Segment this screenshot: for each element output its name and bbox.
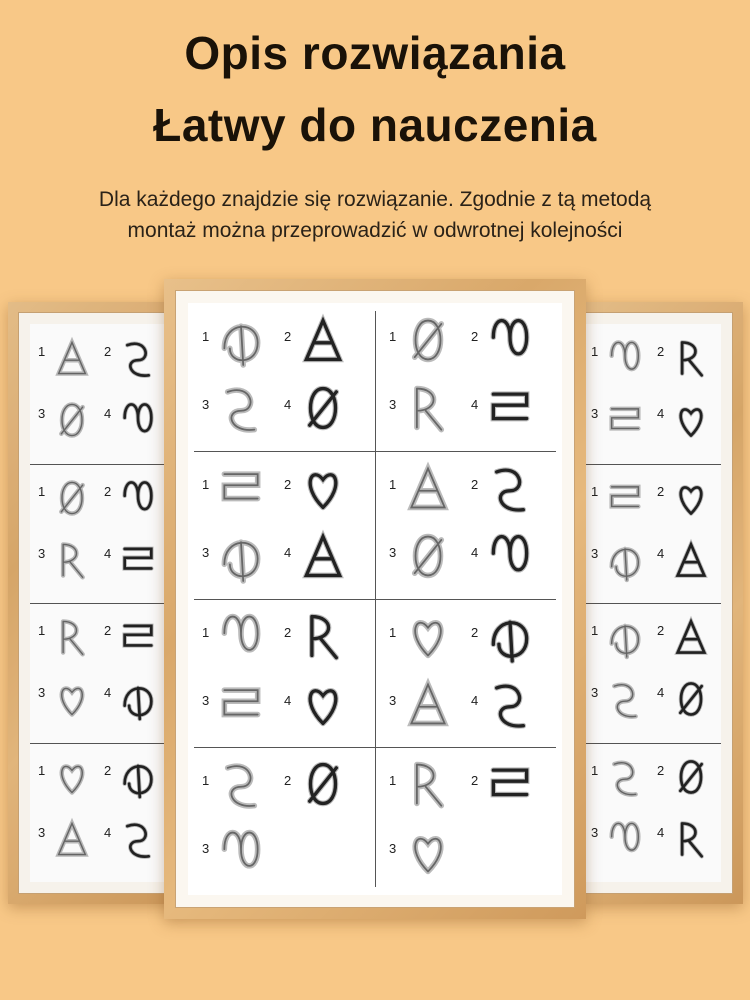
puzzle-step-drawing [605, 617, 645, 657]
center-poster-frame [164, 279, 586, 919]
puzzle-step-drawing [52, 400, 92, 440]
puzzle-step-drawing [605, 540, 645, 580]
left-sheet-divider-row [30, 464, 183, 465]
step-number: 1 [389, 329, 397, 344]
step-number: 2 [104, 623, 112, 638]
step-number: 3 [202, 841, 210, 856]
puzzle-step-drawing [298, 383, 348, 433]
step-number: 1 [389, 477, 397, 492]
center-sheet-divider-row [194, 451, 556, 452]
puzzle-step-drawing [605, 757, 645, 797]
puzzle-step-drawing [671, 819, 711, 859]
step-number: 3 [38, 545, 46, 561]
step-number: 1 [202, 625, 210, 640]
puzzle-step-drawing [485, 759, 535, 809]
step-number: 1 [202, 329, 210, 344]
step-number: 3 [38, 824, 46, 840]
step-number: 4 [471, 545, 479, 560]
step-number: 2 [471, 625, 479, 640]
headline-line-2: Łatwy do nauczenia [153, 99, 597, 151]
step-number: 4 [471, 397, 479, 412]
step-number: 4 [104, 824, 112, 840]
step-number: 2 [284, 625, 292, 640]
puzzle-step-drawing [216, 531, 266, 581]
puzzle-step-drawing [216, 679, 266, 729]
puzzle-step-drawing [403, 463, 453, 513]
puzzle-step-drawing [403, 383, 453, 433]
step-number: 3 [389, 397, 397, 412]
step-number: 4 [284, 693, 292, 708]
step-number: 4 [104, 685, 112, 700]
step-number: 2 [471, 329, 479, 344]
puzzle-step-drawing [52, 478, 92, 518]
puzzle-step-drawing [605, 338, 645, 378]
step-number: 1 [389, 773, 397, 788]
puzzle-step-drawing [216, 611, 266, 661]
puzzle-step-drawing [403, 827, 453, 877]
puzzle-step-drawing [298, 611, 348, 661]
puzzle-step-drawing [485, 679, 535, 729]
puzzle-step-drawing [298, 759, 348, 809]
puzzle-step-drawing [605, 679, 645, 719]
right-sheet-divider-row [583, 603, 721, 604]
left-instruction-sheet [30, 324, 183, 882]
step-number: 2 [657, 762, 665, 778]
step-number: 3 [38, 406, 46, 421]
step-number: 4 [657, 824, 665, 840]
puzzle-step-drawing [485, 463, 535, 513]
puzzle-step-drawing [118, 400, 158, 440]
right-sheet-divider-row [583, 743, 721, 744]
step-number: 4 [657, 685, 665, 700]
step-number: 1 [38, 762, 46, 778]
puzzle-step-drawing [671, 540, 711, 580]
step-number: 1 [389, 625, 397, 640]
step-number: 4 [657, 406, 665, 421]
puzzle-step-drawing [52, 819, 92, 859]
right-sheet-divider-row [583, 464, 721, 465]
step-number: 3 [202, 693, 210, 708]
center-sheet-divider-row [194, 747, 556, 748]
step-number: 3 [591, 406, 599, 421]
step-number: 1 [202, 773, 210, 788]
step-number: 2 [284, 329, 292, 344]
step-number: 1 [38, 623, 46, 638]
step-number: 1 [591, 623, 599, 638]
step-number: 3 [591, 545, 599, 561]
left-poster-frame [8, 302, 183, 904]
right-instruction-sheet [583, 324, 721, 882]
puzzle-step-drawing [671, 400, 711, 440]
puzzle-step-drawing [118, 540, 158, 580]
right-poster-frame [583, 302, 743, 904]
step-number: 2 [471, 477, 479, 492]
puzzle-step-drawing [52, 540, 92, 580]
puzzle-step-drawing [671, 679, 711, 719]
puzzle-step-drawing [298, 679, 348, 729]
left-sheet-divider-row [30, 743, 183, 744]
step-number: 3 [591, 685, 599, 700]
step-number: 3 [38, 685, 46, 700]
puzzle-step-drawing [118, 617, 158, 657]
puzzle-step-drawing [485, 383, 535, 433]
puzzle-step-drawing [216, 315, 266, 365]
step-number: 4 [104, 545, 112, 561]
puzzle-step-drawing [52, 679, 92, 719]
puzzle-step-drawing [52, 338, 92, 378]
step-number: 3 [389, 545, 397, 560]
puzzle-step-drawing [671, 617, 711, 657]
step-number: 1 [591, 762, 599, 778]
center-instruction-sheet [188, 303, 562, 895]
step-number: 4 [657, 545, 665, 561]
puzzle-step-drawing [118, 338, 158, 378]
step-number: 4 [104, 406, 112, 421]
puzzle-step-drawing [605, 400, 645, 440]
step-number: 3 [202, 545, 210, 560]
puzzle-step-drawing [216, 383, 266, 433]
step-number: 4 [284, 397, 292, 412]
step-number: 1 [202, 477, 210, 492]
puzzle-step-drawing [671, 757, 711, 797]
step-number: 2 [471, 773, 479, 788]
puzzle-step-drawing [52, 617, 92, 657]
puzzle-step-drawing [605, 819, 645, 859]
puzzle-step-drawing [216, 827, 266, 877]
puzzle-step-drawing [403, 759, 453, 809]
puzzle-step-drawing [298, 315, 348, 365]
puzzle-step-drawing [403, 611, 453, 661]
puzzle-step-drawing [298, 531, 348, 581]
puzzle-step-drawing [403, 531, 453, 581]
puzzle-step-drawing [216, 463, 266, 513]
step-number: 3 [389, 841, 397, 856]
puzzle-step-drawing [118, 819, 158, 859]
step-number: 3 [389, 693, 397, 708]
puzzle-step-drawing [485, 531, 535, 581]
puzzle-step-drawing [403, 679, 453, 729]
step-number: 1 [591, 483, 599, 499]
step-number: 2 [657, 483, 665, 499]
puzzle-step-drawing [118, 757, 158, 797]
puzzle-step-drawing [485, 315, 535, 365]
subtitle-line-1: Dla każdego znajdzie się rozwiązanie. Zgodnie z tą metodą [98, 188, 652, 211]
step-number: 1 [38, 483, 46, 499]
step-number: 4 [284, 545, 292, 560]
puzzle-step-drawing [485, 611, 535, 661]
step-number: 2 [284, 477, 292, 492]
center-sheet-divider-row [194, 599, 556, 600]
step-number: 1 [38, 344, 46, 359]
puzzle-step-drawing [118, 679, 158, 719]
step-number: 3 [591, 824, 599, 840]
subtitle-line-2: montaż można przeprowadzić w odwrotnej kolejności [127, 219, 623, 242]
step-number: 4 [471, 693, 479, 708]
puzzle-step-drawing [671, 338, 711, 378]
step-number: 1 [591, 344, 599, 359]
step-number: 2 [104, 762, 112, 778]
puzzle-step-drawing [298, 463, 348, 513]
step-number: 2 [104, 344, 112, 359]
headline-line-1: Opis rozwiązania [184, 27, 566, 79]
puzzle-step-drawing [605, 478, 645, 518]
puzzle-step-drawing [118, 478, 158, 518]
step-number: 2 [657, 344, 665, 359]
step-number: 3 [202, 397, 210, 412]
puzzle-step-drawing [671, 478, 711, 518]
puzzle-step-drawing [216, 759, 266, 809]
step-number: 2 [104, 483, 112, 499]
puzzle-step-drawing [52, 757, 92, 797]
step-number: 2 [284, 773, 292, 788]
left-sheet-divider-row [30, 603, 183, 604]
puzzle-step-drawing [403, 315, 453, 365]
step-number: 2 [657, 623, 665, 638]
